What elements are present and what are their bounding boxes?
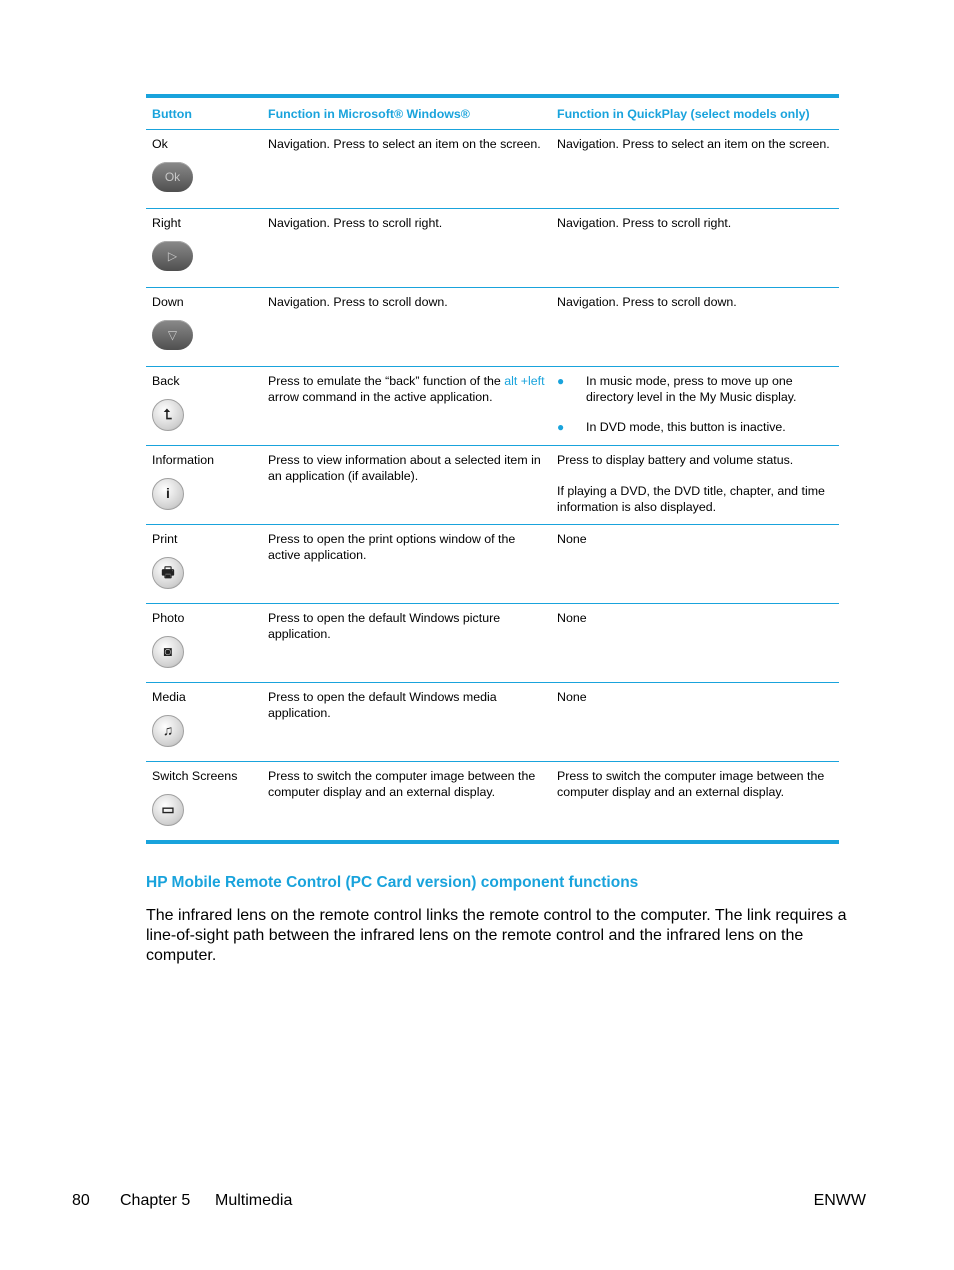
button-name: Photo <box>152 611 185 625</box>
table-header-row <box>146 96 839 130</box>
table-row <box>146 525 839 604</box>
quickplay-function: None <box>551 683 839 762</box>
footer-chapter: Chapter 5 <box>120 1192 191 1209</box>
printer-icon: 🖶 <box>152 557 184 589</box>
button-name: Back <box>152 374 180 388</box>
windows-function: Press to open the default Windows picture application. <box>262 604 551 683</box>
button-name: Switch Screens <box>152 769 238 783</box>
windows-function: Navigation. Press to select an item on the screen. <box>268 137 541 151</box>
down-arrow-button-icon: ▽ <box>152 320 193 350</box>
footer-chapter-title: Multimedia <box>215 1192 293 1209</box>
button-name: Right <box>152 216 181 230</box>
list-item: ● In DVD mode, this button is inactive. <box>557 420 786 434</box>
table-row <box>146 762 839 843</box>
windows-function: Press to open the print options window of the active application. <box>262 525 551 604</box>
back-arrow-icon: ⮤ <box>152 399 184 431</box>
section-heading: HP Mobile Remote Control (PC Card version) component functions <box>146 874 639 891</box>
quickplay-bullet-list <box>557 373 833 435</box>
table-row <box>146 288 839 367</box>
quickplay-function: Navigation. Press to scroll down. <box>551 288 839 367</box>
quickplay-function: Press to switch the computer image between the computer display and an external display. <box>551 762 839 843</box>
button-name: Down <box>152 295 184 309</box>
information-icon: i <box>152 478 184 510</box>
media-music-icon: ♫ <box>152 715 184 747</box>
windows-function: Navigation. Press to scroll down. <box>262 288 551 367</box>
camera-icon: ◙ <box>152 636 184 668</box>
footer-enww: ENWW <box>813 1192 866 1209</box>
windows-function: Press to open the default Windows media application. <box>262 683 551 762</box>
button-name: Print <box>152 532 178 546</box>
alt-left-link[interactable]: alt +left <box>504 374 545 388</box>
bullet-icon: ● <box>557 374 565 388</box>
table-row <box>146 604 839 683</box>
table-row <box>146 130 839 209</box>
button-name: Information <box>152 453 214 467</box>
table-row <box>146 367 839 446</box>
quickplay-function: Press to display battery and volume status. If playing a DVD, the DVD title, chapter, and time information is also displayed. <box>551 446 839 525</box>
quickplay-function: None <box>551 604 839 683</box>
button-name: Ok <box>152 137 168 151</box>
header-windows: Function in Microsoft® Windows® <box>262 96 551 130</box>
header-quickplay: Function in QuickPlay (select models only) <box>551 96 839 130</box>
windows-function: Navigation. Press to scroll right. <box>262 209 551 288</box>
section-body: The infrared lens on the remote control links the remote control to the computer. The link requires a line-of-sight path between the infrared lens on the remote control and the infrared lens on the computer. <box>146 907 847 964</box>
table-row <box>146 209 839 288</box>
remote-functions-table <box>146 94 839 844</box>
list-item: ● In music mode, press to move up one directory level in the My Music display. <box>557 374 797 404</box>
windows-function: Press to emulate the “back” function of the alt +left arrow command in the active application. <box>262 367 551 446</box>
remote-functions-table-wrap <box>146 94 839 844</box>
bullet-icon: ● <box>557 420 565 434</box>
table-row <box>146 446 839 525</box>
windows-function: Press to switch the computer image between the computer display and an external display. <box>262 762 551 843</box>
button-name: Media <box>152 690 186 704</box>
quickplay-function <box>551 367 839 446</box>
switch-screens-icon: ▭ <box>152 794 184 826</box>
quickplay-function: Navigation. Press to select an item on the screen. <box>557 137 830 151</box>
windows-function: Press to view information about a selected item in an application (if available). <box>262 446 551 525</box>
quickplay-function: Navigation. Press to scroll right. <box>551 209 839 288</box>
footer-page-number: 80 <box>72 1192 90 1209</box>
quickplay-function: None <box>551 525 839 604</box>
table-row <box>146 683 839 762</box>
right-arrow-button-icon: ▷ <box>152 241 193 271</box>
ok-button-icon: Ok <box>152 162 193 192</box>
header-button: Button <box>146 96 262 130</box>
